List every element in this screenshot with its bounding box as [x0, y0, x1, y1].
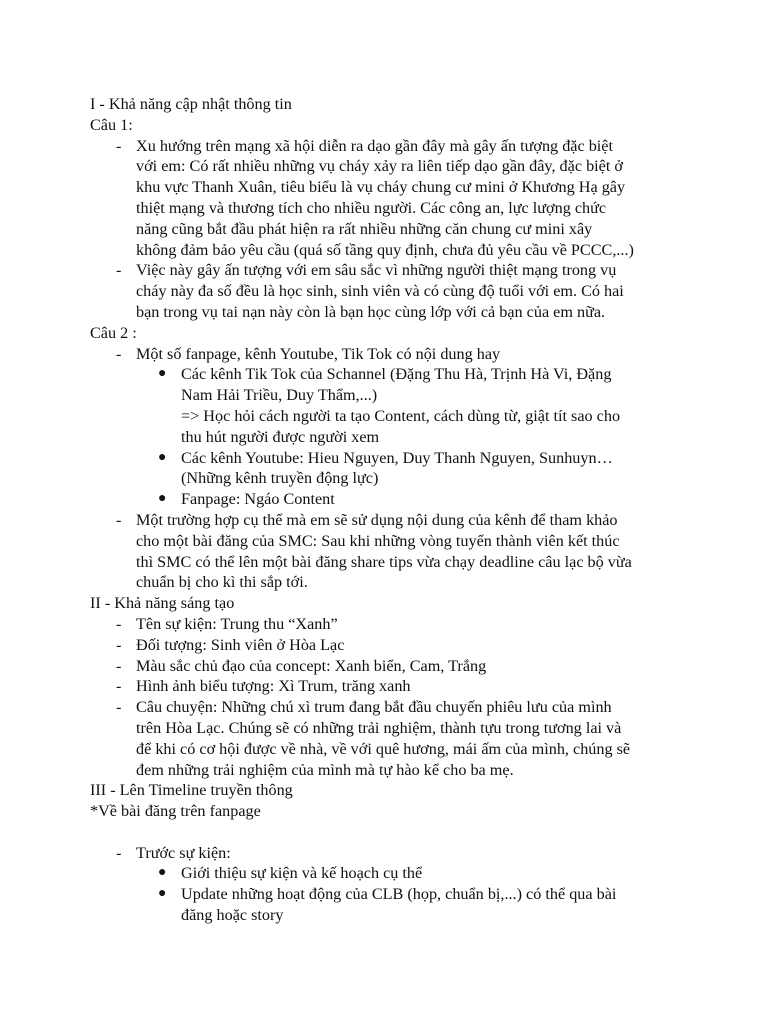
list-item — [90, 344, 744, 365]
text-line: thì SMC có thể lên một bài đăng share tips vừa chạy deadline câu lạc bộ vừa — [136, 552, 632, 571]
text-line: Nam Hải Triều, Duy Thẩm,...) — [181, 386, 378, 405]
question-1-label: Câu 1: — [90, 115, 133, 134]
text-line: cháy này đa số đều là học sinh, sinh viên và có cùng độ tuổi với em. Có hai — [136, 282, 624, 301]
text-line: (Những kênh truyền động lực) — [181, 469, 379, 488]
text-line: Fanpage: Ngáo Content — [181, 490, 335, 509]
bullet-icon: ● — [158, 886, 167, 902]
text-line: để khi có cơ hội được về nhà, về với quê hương, mái ấm của mình, chúng sẽ — [136, 739, 631, 758]
list-item — [90, 843, 744, 864]
text-line: Hình ảnh biểu tượng: Xì Trum, trăng xanh — [136, 677, 411, 696]
dash-marker: - — [116, 677, 122, 696]
text-line: trên Hòa Lạc. Chúng sẽ có những trải nghiệm, thành tựu trong tương lai và — [136, 718, 622, 737]
list-item — [90, 260, 744, 322]
text-line: thiệt mạng và thương tích cho nhiều người. Các công an, lực lượng chức — [136, 198, 607, 217]
list-item — [90, 697, 744, 780]
text-line: với em: Có rất nhiều những vụ cháy xảy ra liên tiếp dạo gần đây, đặc biệt ở — [136, 157, 623, 176]
bullet-icon: ● — [158, 491, 167, 507]
dash-marker: - — [116, 261, 122, 280]
section-1-title: I - Khả năng cập nhật thông tin — [90, 95, 292, 113]
bullet-item — [90, 448, 744, 490]
list-item — [90, 635, 744, 656]
text-line: Một số fanpage, kênh Youtube, Tik Tok có nội dung hay — [136, 344, 501, 363]
blank-line — [90, 822, 744, 843]
text-line: Xu hướng trên mạng xã hội diễn ra dạo gần đây mà gây ấn tượng đặc biệt — [136, 136, 613, 155]
text-line: đem những trải nghiệm của mình mà tự hào kể cho ba mẹ. — [136, 760, 514, 779]
text-line: Đối tượng: Sinh viên ở Hòa Lạc — [136, 635, 345, 654]
section-3-subtitle: *Về bài đăng trên fanpage — [90, 802, 261, 821]
dash-marker: - — [116, 136, 122, 155]
text-line: Các kênh Youtube: Hieu Nguyen, Duy Thanh Nguyen, Sunhuyn… — [181, 448, 613, 467]
list-item — [90, 510, 744, 593]
section-2-title: II - Khả năng sáng tạo — [90, 594, 235, 613]
text-line: cho một bài đăng của SMC: Sau khi những vòng tuyển thành viên kết thúc — [136, 531, 620, 550]
list-item — [90, 136, 744, 261]
list-item — [90, 614, 744, 635]
text-line: Việc này gây ấn tượng với em sâu sắc vì những người thiệt mạng trong vụ — [136, 261, 617, 280]
bullet-item — [90, 364, 744, 447]
list-item — [90, 676, 744, 697]
text-line: Giới thiệu sự kiện và kế hoạch cụ thể — [181, 864, 423, 883]
text-line: chuẩn bị cho kì thi sắp tới. — [136, 573, 308, 592]
bullet-icon: ● — [158, 449, 167, 465]
text-line: Tên sự kiện: Trung thu “Xanh” — [136, 614, 338, 633]
dash-marker: - — [116, 843, 122, 862]
dash-marker: - — [116, 635, 122, 654]
bullet-item — [90, 489, 744, 510]
text-line: Update những hoạt động của CLB (họp, chuẩn bị,...) có thể qua bài — [181, 885, 617, 904]
text-line: Các kênh Tik Tok của Schannel (Đặng Thu Hà, Trịnh Hà Vi, Đặng — [181, 365, 612, 384]
text-line: đăng hoặc story — [181, 906, 284, 925]
question-2-label: Câu 2 : — [90, 323, 137, 342]
dash-marker: - — [116, 656, 122, 675]
bullet-icon: ● — [158, 865, 167, 881]
text-line: bạn trong vụ tai nạn này còn là bạn học cùng lớp với cả bạn của em nữa. — [136, 302, 606, 321]
text-line: thu hút người được người xem — [181, 427, 380, 446]
dash-marker: - — [116, 698, 122, 717]
text-line: Một trường hợp cụ thể mà em sẽ sử dụng nội dung của kênh để tham khảo — [136, 510, 618, 529]
bullet-icon: ● — [158, 366, 167, 382]
text-line: Câu chuyện: Những chú xì trum đang bắt đầu chuyến phiêu lưu của mình — [136, 698, 612, 717]
text-line: khu vực Thanh Xuân, tiêu biểu là vụ cháy chung cư mini ở Khương Hạ gây — [136, 178, 626, 197]
list-item — [90, 656, 744, 677]
bullet-item — [90, 863, 744, 884]
dash-marker: - — [116, 510, 122, 529]
text-line: => Học hỏi cách người ta tạo Content, cách dùng từ, giật tít sao cho — [181, 406, 621, 425]
bullet-item — [90, 884, 744, 926]
dash-marker: - — [116, 614, 122, 633]
dash-marker: - — [116, 344, 122, 363]
section-3-title: III - Lên Timeline truyền thông — [90, 781, 293, 800]
text-line: năng cũng bắt đầu phát hiện ra rất nhiều những căn chung cư mini xây — [136, 219, 593, 238]
text-line: không đảm bảo yêu cầu (quá số tầng quy định, chưa đủ yêu cầu về PCCC,...) — [136, 240, 634, 259]
text-line: Màu sắc chủ đạo của concept: Xanh biển, Cam, Trắng — [136, 656, 487, 675]
text-line: Trước sự kiện: — [136, 843, 231, 862]
